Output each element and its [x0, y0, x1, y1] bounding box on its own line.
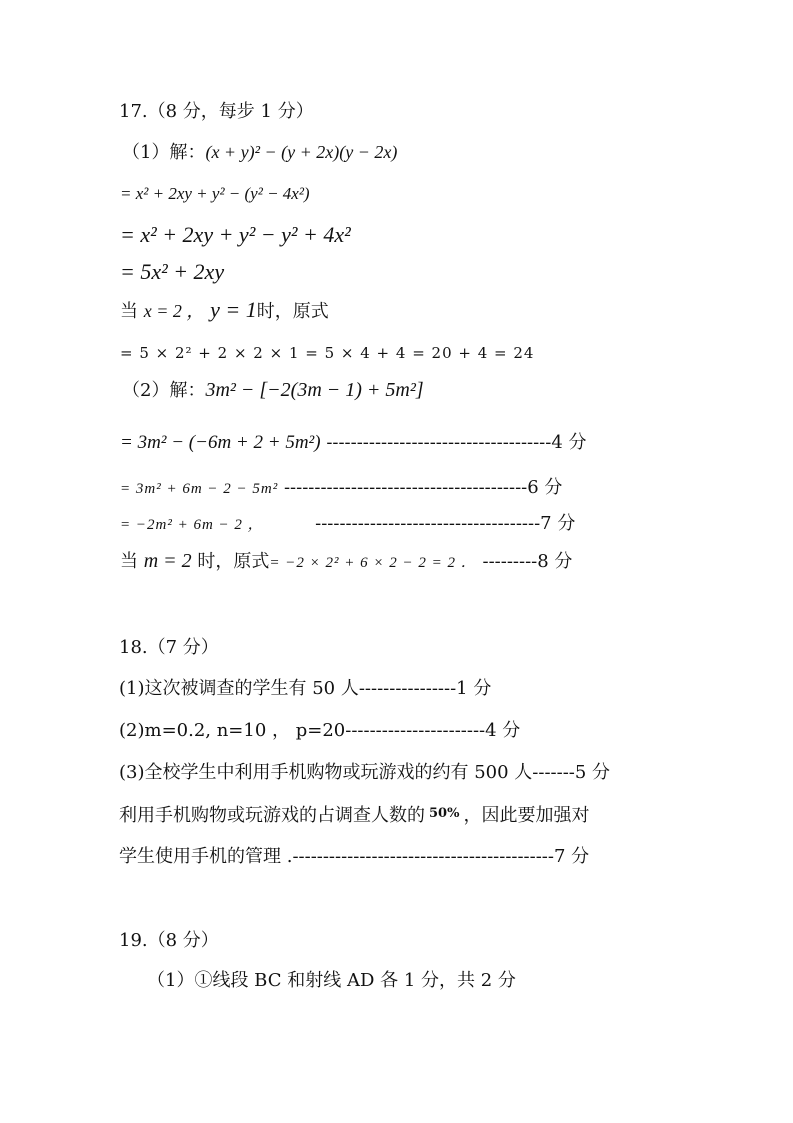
q18-line2: (2)m=0.2, n=10 ， p=20-----------------------4 分	[119, 720, 521, 741]
q17-part2-step2-score: ----------------------------------------6 分	[283, 477, 563, 498]
q17-part2-step3-score: -------------------------------------7 分	[315, 513, 576, 534]
q19-header: 19.（8 分）	[119, 930, 219, 951]
q18-line4-percent: 50%	[429, 806, 460, 821]
q17-part1-step1: = x² + 2xy + y² − (y² − 4x²)	[120, 184, 310, 203]
q18-line1: (1)这次被调查的学生有 50 人----------------1 分	[119, 678, 492, 699]
q17-part2-step1: = 3m² − (−6m + 2 + 5m²)	[120, 432, 321, 453]
q19-line1: （1）①线段 BC 和射线 AD 各 1 分，共 2 分	[147, 970, 516, 991]
q17-part2-step3: = −2m² + 6m − 2 ，	[120, 517, 264, 533]
q17-part2-m-value: m = 2	[143, 550, 192, 572]
q17-part1-x-value: x = 2 ，	[143, 301, 205, 321]
q17-header: 17.（8 分，每步 1 分）	[119, 101, 314, 122]
q17-part1-label: （1）解：	[122, 142, 206, 163]
q17-part1-when-prefix: 当	[120, 301, 138, 322]
q18-line3: (3)全校学生中利用手机购物或玩游戏的约有 500 人-------5 分	[119, 762, 611, 783]
q18-header: 18.（7 分）	[119, 637, 219, 658]
q18-line4-text-b: ，因此要加强对	[463, 805, 590, 826]
q17-part2-step2: = 3m² + 6m − 2 − 5m²	[120, 481, 279, 497]
q17-part2-step1-score: -------------------------------------4 分	[326, 432, 587, 453]
q17-part1-expression: (x + y)² − (y + 2x)(y − 2x)	[205, 142, 398, 162]
q17-part1-evaluation: = 5 × 2² + 2 × 2 × 1 = 5 × 4 + 4 = 20 + 4 = 24	[120, 344, 535, 362]
q17-part2-evaluation-score: ---------8 分	[482, 551, 573, 572]
q17-part2-evaluation-row	[120, 549, 572, 575]
q17-part1-step2: = x² + 2xy + y² − y² + 4x²	[120, 222, 351, 247]
q17-part1-y-value: y = 1	[210, 297, 257, 322]
q17-part2-step1-row	[120, 431, 587, 455]
q18-line4	[119, 802, 589, 828]
q17-part2-evaluation: = −2 × 2² + 6 × 2 − 2 = 2 ．	[269, 555, 477, 571]
q17-part2-step2-row	[120, 476, 562, 501]
q17-part2-step3-row	[120, 512, 575, 537]
q17-part1-condition	[120, 298, 329, 324]
q17-part1-line	[122, 140, 397, 165]
q17-part2-line	[122, 378, 424, 403]
q17-part1-when-suffix: 时，原式	[256, 301, 329, 322]
q18-line5: 学生使用手机的管理 .-------------------------------------------7 分	[119, 846, 590, 867]
q18-line4-text-a: 利用手机购物或玩游戏的占调查人数的	[119, 805, 425, 826]
q17-part2-expression: 3m² − [−2(3m − 1) + 5m²]	[205, 379, 424, 401]
q17-part2-when-suffix: 时，原式	[197, 551, 270, 572]
q17-part2-when-prefix: 当	[120, 551, 138, 572]
q17-part1-step3: = 5x² + 2xy	[120, 259, 225, 284]
q17-part2-label: （2）解：	[122, 380, 206, 401]
